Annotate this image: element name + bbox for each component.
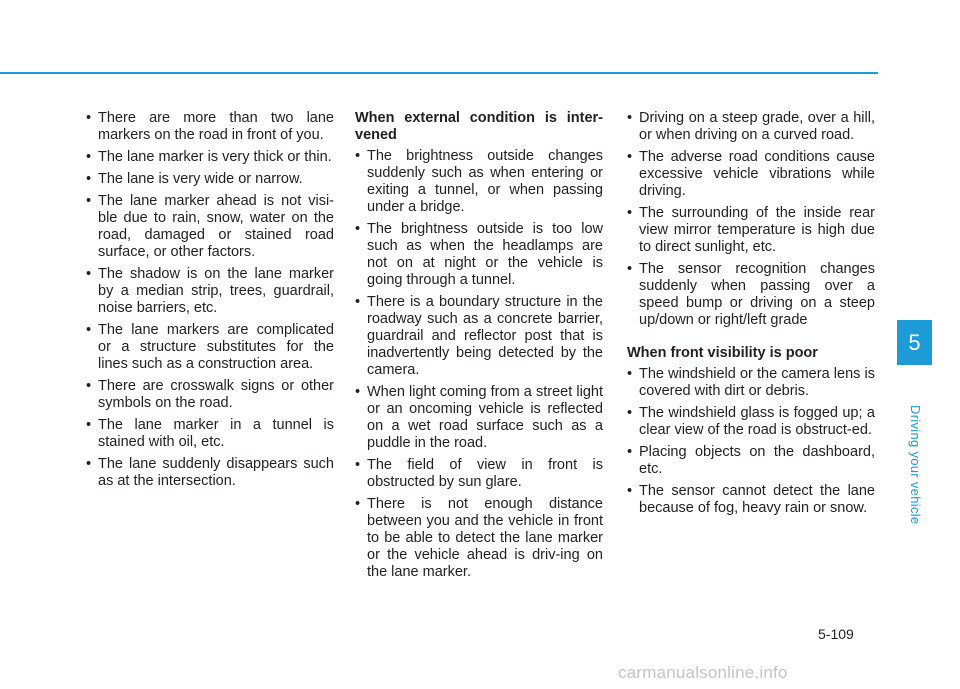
- chapter-number: 5: [908, 329, 921, 355]
- column-2: [355, 110, 603, 586]
- header-rule: [0, 72, 878, 74]
- list-item: • The lane is very wide or narrow.: [86, 171, 334, 188]
- list-item: • The lane marker in a tunnel is stained with oil, etc.: [86, 417, 334, 451]
- list-item: • The lane markers are complicated or a structure substitutes for the lines such as a construction area.: [86, 322, 334, 373]
- list-item: • The brightness outside changes suddenly such as when entering or exiting a tunnel, or when passing under a bridge.: [355, 148, 603, 216]
- list-item: • The field of view in front is obstructed by sun glare.: [355, 457, 603, 491]
- list-item: • There is a boundary structure in the roadway such as a concrete barrier, guardrail and reflector post that is inadvertently being detected by the camera.: [355, 294, 603, 379]
- bullet-list: [355, 148, 603, 581]
- list-item: • The lane marker is very thick or thin.: [86, 149, 334, 166]
- list-item: • There is not enough distance between you and the vehicle in front to be able to detect the lane marker or the vehicle ahead is driv-ing on the lane marker.: [355, 496, 603, 581]
- section-heading: When front visibility is poor: [627, 345, 818, 361]
- list-item: • Driving on a steep grade, over a hill, or when driving on a curved road.: [627, 110, 875, 144]
- list-item: • When light coming from a street light or an oncoming vehicle is reflected on a wet road surface such as a puddle in the road.: [355, 384, 603, 452]
- list-item: • The sensor cannot detect the lane because of fog, heavy rain or snow.: [627, 483, 875, 517]
- list-item: • The lane marker ahead is not visi-ble due to rain, snow, water on the road, damaged or stained road surface, or other factors.: [86, 193, 334, 261]
- list-item: • The windshield glass is fogged up; a clear view of the road is obstruct-ed.: [627, 405, 875, 439]
- list-item: • Placing objects on the dashboard, etc.: [627, 444, 875, 478]
- bullet-list: [86, 110, 334, 490]
- chapter-label: Driving your vehicle: [908, 405, 923, 525]
- list-item: • The lane suddenly disappears such as at the intersection.: [86, 456, 334, 490]
- list-item: • The shadow is on the lane marker by a median strip, trees, guardrail, noise barriers, etc.: [86, 266, 334, 317]
- column-1: [86, 110, 334, 495]
- bullet-list: [627, 110, 875, 329]
- chapter-tab: [897, 320, 932, 365]
- list-item: • The brightness outside is too low such as when the headlamps are not on at night or the vehicle is going through a tunnel.: [355, 221, 603, 289]
- list-item: • The sensor recognition changes suddenly when passing over a speed bump or driving on a steep up/down or right/left grade: [627, 261, 875, 329]
- section-heading: When external condition is inter-vened: [355, 110, 603, 143]
- list-item: • The surrounding of the inside rear view mirror temperature is high due to direct sunlight, etc.: [627, 205, 875, 256]
- list-item: • There are crosswalk signs or other symbols on the road.: [86, 378, 334, 412]
- watermark: carmanualsonline.info: [618, 663, 788, 682]
- list-item: • The windshield or the camera lens is covered with dirt or debris.: [627, 366, 875, 400]
- bullet-list: [627, 366, 875, 517]
- page-number: 5-109: [818, 626, 854, 642]
- list-item: • There are more than two lane markers on the road in front of you.: [86, 110, 334, 144]
- list-item: • The adverse road conditions cause excessive vehicle vibrations while driving.: [627, 149, 875, 200]
- column-3: [627, 110, 875, 522]
